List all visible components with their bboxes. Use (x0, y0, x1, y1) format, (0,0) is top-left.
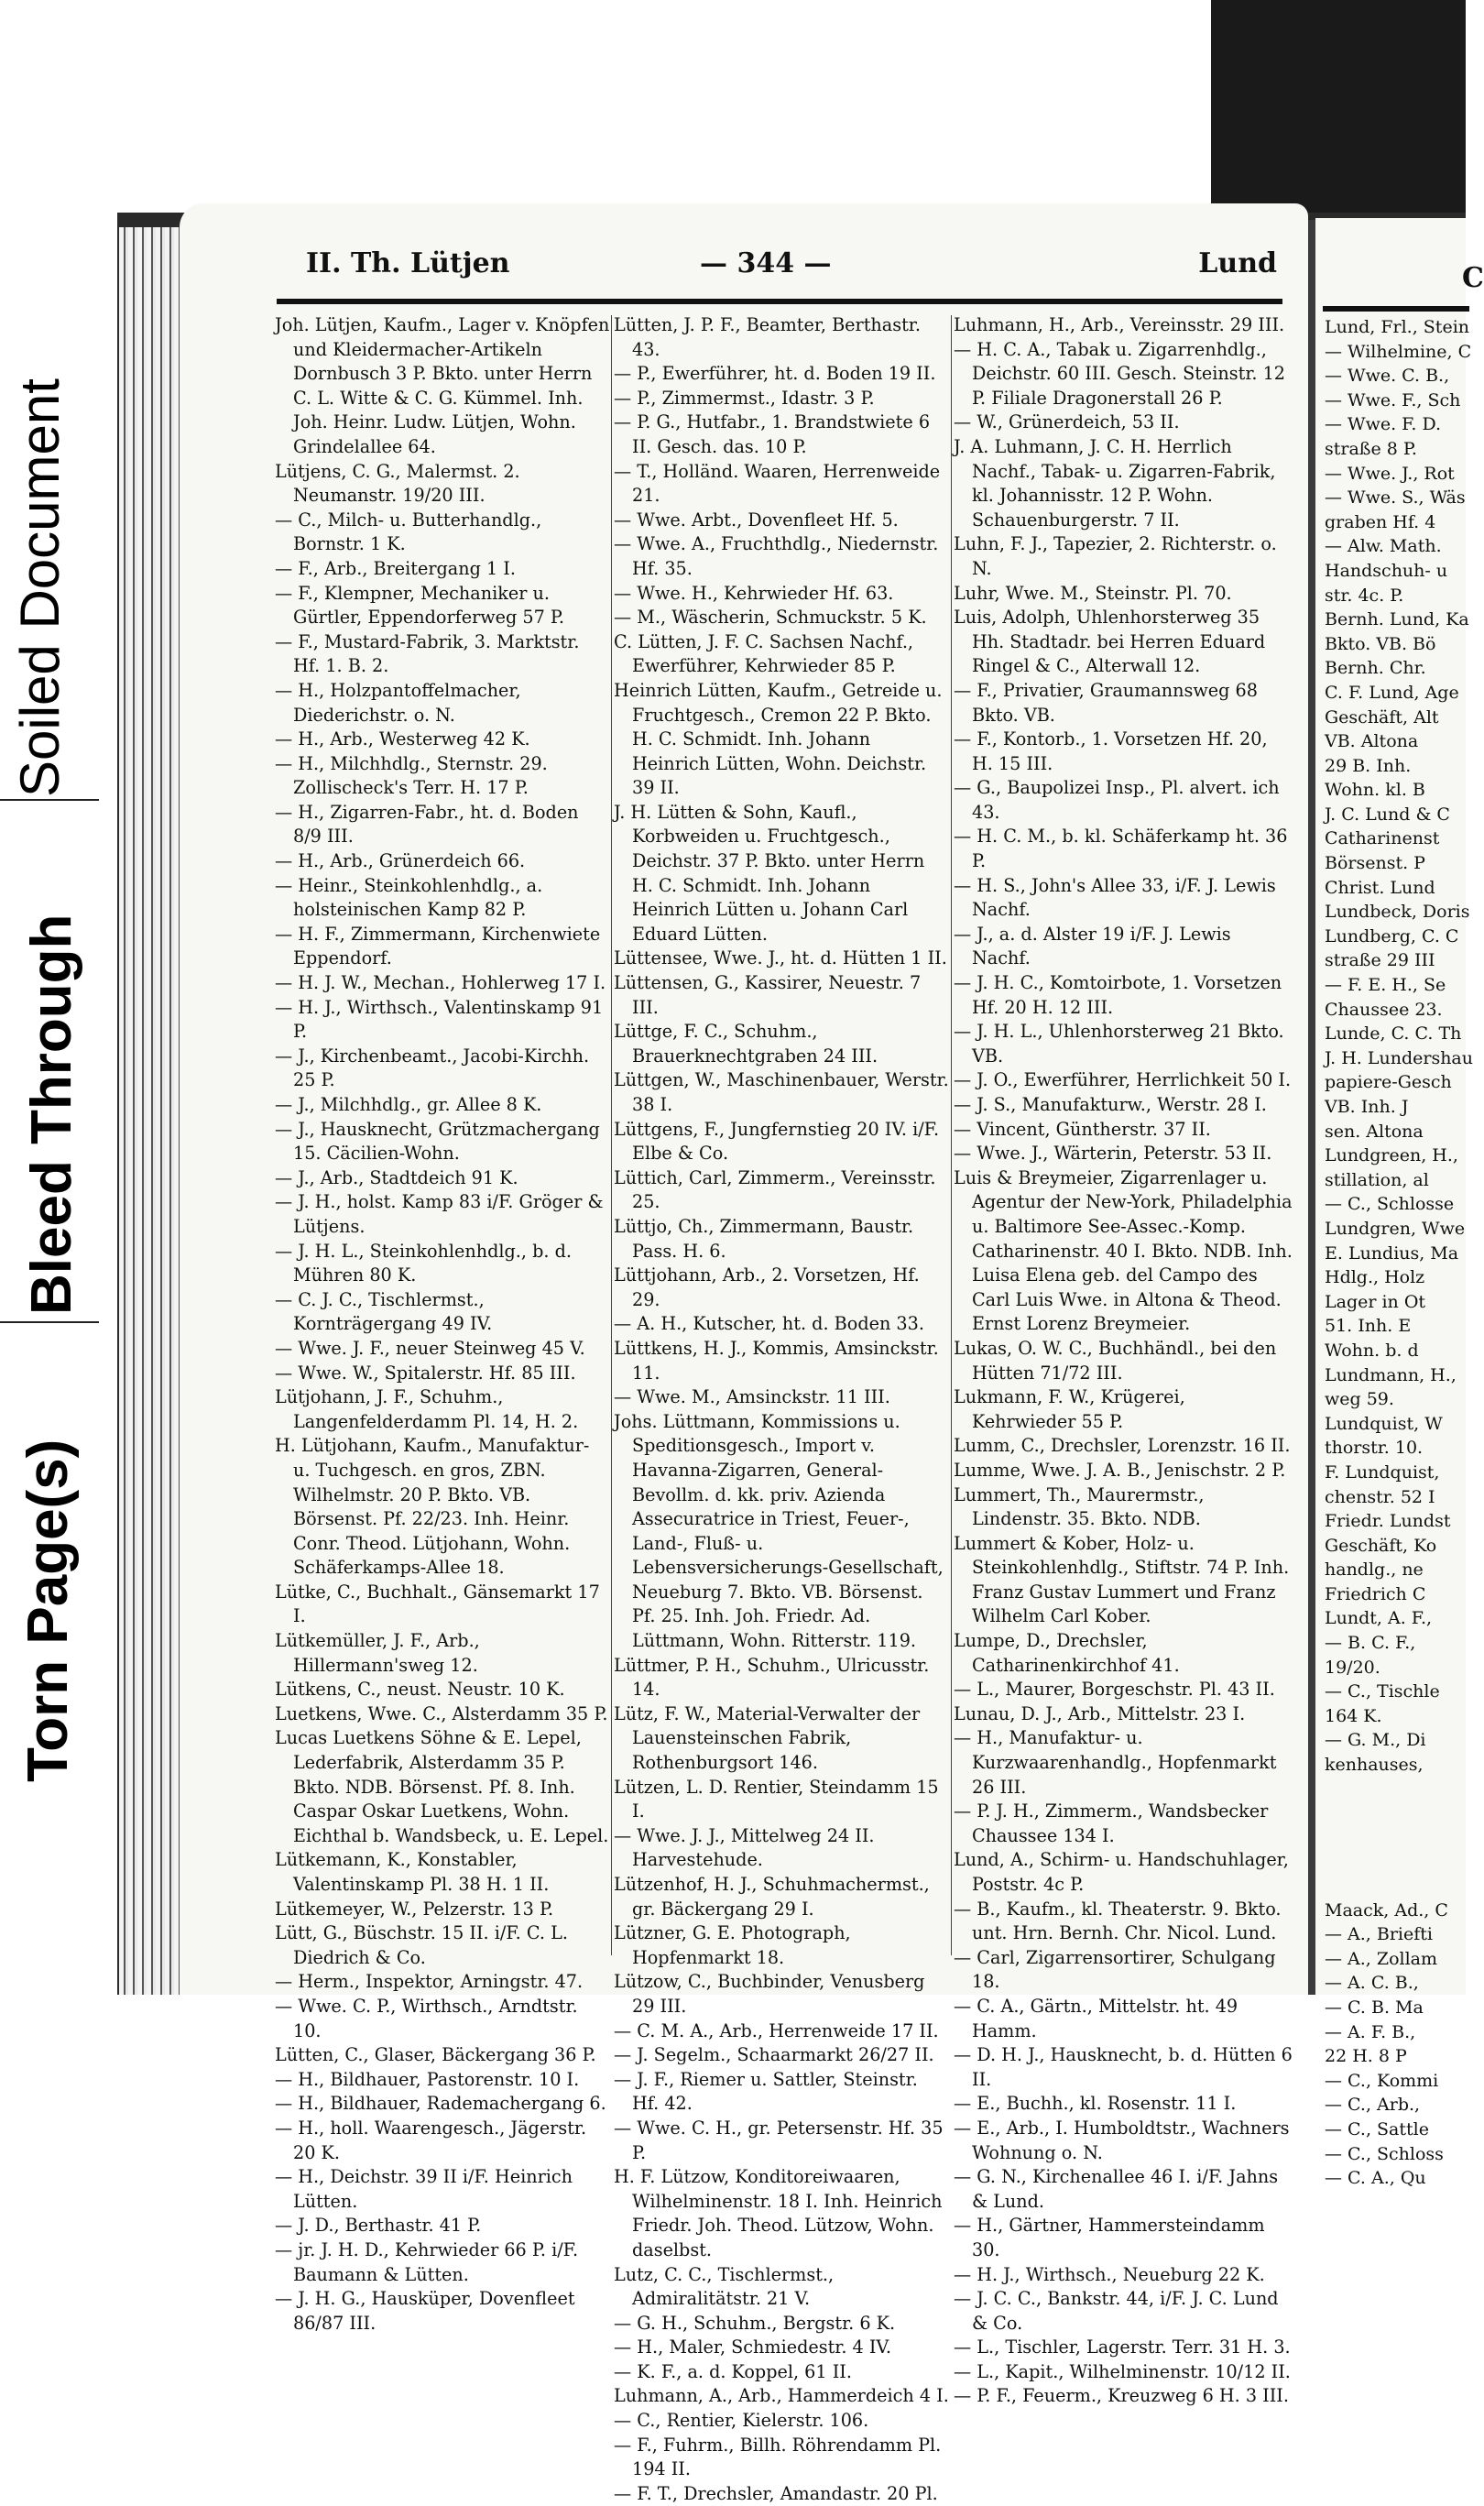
facing-entry-line: — C., Schloss (1325, 2143, 1444, 2164)
directory-entry: Lützner, G. E. Photograph, Hopfenmarkt 18. (614, 1922, 851, 1968)
facing-entry-line: — C., Schlosse (1325, 1194, 1455, 1215)
directory-entry: — W., Grünerdeich, 53 II. (954, 411, 1180, 433)
directory-entry: — F., Klempner, Mechaniker u. Gürtler, Eppendorferweg 57 P. (275, 582, 565, 629)
directory-entry: Lüttmer, P. H., Schuhm., Ulricusstr. 14. (614, 1654, 930, 1701)
label-divider (0, 1321, 99, 1323)
directory-entry: — J., a. d. Alster 19 i/F. J. Lewis Nachf. (954, 923, 1231, 969)
facing-entry-line: Maack, Ad., C (1325, 1899, 1448, 1921)
directory-entry: Lüttkens, H. J., Kommis, Amsinckstr. 11. (614, 1337, 939, 1384)
directory-entry: — J. S., Manufakturw., Werstr. 28 I. (954, 1094, 1267, 1115)
directory-entry: Lütkens, C., neust. Neustr. 10 K. (275, 1679, 565, 1701)
directory-entry: Lüttich, Carl, Zimmerm., Vereinsstr. 25. (614, 1166, 936, 1213)
page-edges (119, 227, 180, 1995)
facing-entry-line: 19/20. (1325, 1657, 1380, 1678)
book-gutter (1308, 220, 1315, 1995)
directory-entry: Lütke, C., Buchhalt., Gänsemarkt 17 I. (275, 1581, 600, 1627)
directory-entry: Luhmann, H., Arb., Vereinsstr. 29 III. (954, 314, 1285, 335)
directory-entry: — D. H. J., Hausknecht, b. d. Hütten 6 II. (954, 2044, 1293, 2090)
facing-entry-line: VB. Inh. J (1325, 1097, 1409, 1117)
directory-entry: — L., Tischler, Lagerstr. Terr. 31 H. 3. (954, 2336, 1291, 2358)
facing-entry-line: graben Hf. 4 (1325, 511, 1436, 532)
directory-entry: — L., Maurer, Borgeschstr. Pl. 43 II. (954, 1679, 1275, 1701)
directory-entry: — M., Wäscherin, Schmuckstr. 5 K. (614, 607, 927, 629)
directory-entry: — Wwe. M., Amsinckstr. 11 III. (614, 1386, 890, 1408)
directory-entry: — J., Arb., Stadtdeich 91 K. (275, 1166, 518, 1188)
directory-entry: — Wwe. C. P., Wirthsch., Arndtstr. 10. (275, 1995, 578, 2041)
directory-entry: — J., Milchhdlg., gr. Allee 8 K. (275, 1094, 542, 1115)
dark-background-block (1211, 0, 1466, 227)
directory-entry: Lüttjohann, Arb., 2. Vorsetzen, Hf. 29. (614, 1264, 920, 1310)
facing-entry-line: stillation, al (1325, 1169, 1429, 1190)
directory-entry: — Wwe. H., Kehrwieder Hf. 63. (614, 582, 894, 604)
facing-entry-line: C. F. Lund, Age (1325, 682, 1459, 703)
facing-entry-line: Christ. Lund (1325, 877, 1435, 898)
facing-entry-line: Friedrich C (1325, 1583, 1426, 1604)
facing-entry-line: — C., Arb., (1325, 2095, 1421, 2116)
torn-pages-label: Torn Page(s) (16, 1439, 80, 1782)
directory-entry: — H., Arb., Grünerdeich 66. (275, 850, 526, 872)
facing-entry-line: J. C. Lund & C (1325, 804, 1450, 825)
directory-entry: — P. G., Hutfabr., 1. Brandstwiete 6 II. Gesch. das. 10 P. (614, 411, 931, 457)
facing-entry-line: Bernh. Lund, Ka (1325, 609, 1469, 630)
directory-entry: — H., Holzpantoffelmacher, Diederichstr. o. N. (275, 679, 521, 726)
facing-entry-line: weg 59. (1325, 1389, 1394, 1410)
label-divider (0, 799, 99, 801)
facing-entry-line: str. 4c. P. (1325, 585, 1404, 606)
facing-entry-line: — G. M., Di (1325, 1730, 1426, 1751)
page-header (306, 247, 1277, 293)
directory-entry: Lucas Luetkens Söhne & E. Lepel, Lederfabrik, Alsterdamm 35 P. Bkto. NDB. Börsenst. Pf. 8. Inh. Caspar Oskar Luetkens, Wohn. Eichthal b. Wandsbeck, u. E. Lepel. (275, 1727, 609, 1846)
directory-entry: C. Lütten, J. F. C. Sachsen Nachf., Ewerführer, Kehrwieder 85 P. (614, 630, 914, 677)
directory-entry: — H. J., Wirthsch., Neueburg 22 K. (954, 2263, 1265, 2285)
directory-entry: H. F. Lützow, Konditoreiwaaren, Wilhelminenstr. 18 I. Inh. Heinrich Friedr. Joh. Theod. Lützow, Wohn. daselbst. (614, 2166, 943, 2260)
facing-header-rule (1323, 306, 1469, 312)
directory-entry: H. Lütjohann, Kaufm., Manufaktur- u. Tuchgesch. en gros, ZBN. Wilhelmstr. 20 P. Bkto. VB. Börsenst. Pf. 22/23. Inh. Heinr. Conr. Theod. Lütjohann, Wohn. Schäferkamps-Allee 18. (275, 1435, 590, 1579)
directory-entry: Luhr, Wwe. M., Steinstr. Pl. 70. (954, 582, 1232, 604)
directory-entry: Lützow, C., Buchbinder, Venusberg 29 III. (614, 1971, 925, 2017)
facing-entry-line: VB. Altona (1325, 731, 1419, 752)
facing-entry-line: Bernh. Chr. (1325, 658, 1426, 679)
facing-entry-line: Chaussee 23. (1325, 999, 1443, 1020)
facing-entry-line: J. H. Lundershau (1325, 1047, 1474, 1068)
directory-entry: Lüttgen, W., Maschinenbauer, Werstr. 38 I. (614, 1069, 949, 1115)
directory-entry: Lützenhof, H. J., Schuhmachermst., gr. Bäckergang 29 I. (614, 1874, 930, 1920)
column-1 (275, 313, 610, 2336)
directory-entry: Joh. Lütjen, Kaufm., Lager v. Knöpfen und Kleidermacher-Artikeln Dornbusch 3 P. Bkto. unter Herrn C. L. Witte & C. G. Kümmel. Inh. Joh. Heinr. Ludw. Lütjen, Wohn. Grindelallee 64. (275, 314, 610, 457)
facing-entry-line: Lundgren, Wwe (1325, 1218, 1466, 1239)
facing-entry-line: — A. C. B., (1325, 1973, 1419, 1994)
directory-entry: — Wwe. Arbt., Dovenfleet Hf. 5. (614, 509, 899, 531)
directory-entry: — C. A., Gärtn., Mittelstr. ht. 49 Hamm. (954, 1995, 1238, 2041)
directory-entry: Luetkens, Wwe. C., Alsterdamm 35 P. (275, 1702, 608, 1724)
facing-entry-line: Catharinenst (1325, 828, 1440, 849)
directory-entry: — Wwe. J. J., Mittelweg 24 II. Harvestehude. (614, 1824, 875, 1871)
facing-entry-line: Lundt, A. F., (1325, 1608, 1433, 1629)
facing-entry-line: Börsenst. P (1325, 853, 1425, 874)
directory-entry: Lütkemann, K., Konstabler, Valentinskamp Pl. 38 H. 1 II. (275, 1849, 550, 1895)
facing-entry-line: Handschuh- u (1325, 560, 1448, 581)
facing-entry-line: straße 29 III (1325, 950, 1435, 971)
facing-entry-line: handlg., ne (1325, 1559, 1424, 1581)
header-section-name: II. Th. Lütjen (306, 247, 510, 279)
directory-entry: Luis, Adolph, Uhlenhorsterweg 35 Hh. Stadtadr. bei Herren Eduard Ringel & C., Alterwall 12. (954, 607, 1266, 677)
column-3 (954, 313, 1293, 2409)
facing-entry-line: sen. Altona (1325, 1121, 1424, 1142)
column-2 (614, 313, 949, 2506)
facing-entry-line: — Wilhelmine, C (1325, 341, 1472, 362)
facing-page (1315, 218, 1484, 2189)
facing-entry-line: E. Lundius, Ma (1325, 1242, 1459, 1264)
directory-entry: Lummert & Kober, Holz- u. Steinkohlenhdlg., Stiftstr. 74 P. Inh. Franz Gustav Lummert und Franz Wilhelm Carl Kober. (954, 1532, 1290, 1627)
directory-entry: Heinrich Lütten, Kaufm., Getreide u. Fruchtgesch., Cremon 22 P. Bkto. H. C. Schmidt. Inh. Johann Heinrich Lütten, Wohn. Deichstr. 39 II. (614, 679, 943, 799)
directory-entry: Lüttensen, G., Kassirer, Neuestr. 7 III. (614, 972, 922, 1018)
facing-entry-line: — Alw. Math. (1325, 536, 1442, 557)
facing-entry-line: Lundbeck, Doris (1325, 902, 1470, 923)
directory-entry: Johs. Lüttmann, Kommissions u. Speditionsgesch., Import v. Havanna-Zigarren, General-Bevollm. d. kk. priv. Azienda Assecuratrice in Triest, Feuer-, Land-, Fluß- u. Lebensversicherungs-Gesellschaft, Neueburg 7. Bkto. VB. Börsenst. Pf. 25. Inh. Joh. Friedr. Ad. Lüttmann, Wohn. Ritterstr. 119. (614, 1410, 944, 1652)
directory-entry: — E., Buchh., kl. Rosenstr. 11 I. (954, 2093, 1237, 2115)
directory-entry: — J. H. C., Komtoirbote, 1. Vorsetzen Hf. 20 H. 12 III. (954, 972, 1282, 1018)
facing-page-header: C (1462, 262, 1484, 294)
directory-entry: — Wwe. J., Wärterin, Peterstr. 53 II. (954, 1143, 1272, 1165)
directory-entry: — F., Mustard-Fabrik, 3. Marktstr. Hf. 1. B. 2. (275, 630, 580, 677)
directory-entry: Lütjohann, J. F., Schuhm., Langenfelderdamm Pl. 14, H. 2. (275, 1386, 579, 1432)
directory-entry: Lütkemüller, J. F., Arb., Hillermann'sweg 12. (275, 1630, 480, 1676)
facing-entry-line: — F. E. H., Se (1325, 975, 1446, 996)
directory-entry: — J. H. L., Steinkohlenhdlg., b. d. Mühren 80 K. (275, 1240, 572, 1286)
facing-entry-line: Wohn. b. d (1325, 1340, 1419, 1361)
facing-entry-line: Geschäft, Ko (1325, 1535, 1437, 1556)
directory-entry: Lütten, J. P. F., Beamter, Berthastr. 43. (614, 314, 921, 360)
facing-entry-line: thorstr. 10. (1325, 1438, 1424, 1459)
facing-entry-line: — A. F. B., (1325, 2021, 1416, 2042)
directory-entry: — F., Arb., Breitergang 1 I. (275, 557, 516, 579)
facing-entry-line: — Wwe. C. B., (1325, 366, 1450, 387)
directory-entry: Lummert, Th., Maurermstr., Lindenstr. 35. Bkto. NDB. (954, 1483, 1205, 1530)
directory-entry: — jr. J. H. D., Kehrwieder 66 P. i/F. Baumann & Lütten. (275, 2238, 579, 2285)
facing-entry-line: 22 H. 8 P (1325, 2046, 1407, 2067)
directory-entry: — G., Baupolizei Insp., Pl. alvert. ich 43. (954, 777, 1280, 823)
directory-entry: Lund, A., Schirm- u. Handschuhlager, Poststr. 4c P. (954, 1849, 1289, 1895)
directory-entry: — J. C. C., Bankstr. 44, i/F. J. C. Lund & Co. (954, 2288, 1279, 2334)
directory-entry: — J., Kirchenbeamt., Jacobi-Kirchh. 25 P. (275, 1045, 590, 1091)
facing-entry-line: straße 8 P. (1325, 438, 1417, 459)
directory-entry: J. A. Luhmann, J. C. H. Herrlich Nachf., Tabak- u. Zigarren-Fabrik, kl. Johannisstr. 12 P. Wohn. Schauenburgerstr. 7 II. (954, 435, 1276, 531)
directory-entry: Lütt, G., Büschstr. 15 II. i/F. C. L. Diedrich & Co. (275, 1922, 568, 1968)
facing-entry-line: Lundmann, H., (1325, 1364, 1457, 1385)
facing-entry-line: — Wwe. F. D. (1325, 414, 1442, 435)
facing-entry-line: Geschäft, Alt (1325, 706, 1439, 728)
directory-entry: Luhn, F. J., Tapezier, 2. Richterstr. o. N. (954, 533, 1277, 579)
directory-entry: Lütz, F. W., Material-Verwalter der Lauensteinschen Fabrik, Rothenburgsort 146. (614, 1702, 921, 1774)
directory-entry: Lüttge, F. C., Schuhm., Brauerknechtgraben 24 III. (614, 1021, 878, 1067)
facing-entry-line: chenstr. 52 I (1325, 1486, 1435, 1507)
facing-entry-line: 51. Inh. E (1325, 1316, 1412, 1337)
directory-entry: — T., Holländ. Waaren, Herrenweide 21. (614, 460, 941, 507)
directory-entry: — Wwe. C. H., gr. Petersenstr. Hf. 35 P. (614, 2117, 944, 2163)
section-gap (1325, 1778, 1462, 1899)
facing-page-column (1325, 315, 1474, 2191)
directory-entry: — H., Maler, Schmiedestr. 4 IV. (614, 2336, 892, 2358)
facing-entry-line: kenhauses, (1325, 1755, 1424, 1776)
directory-entry: Lütkemeyer, W., Pelzerstr. 13 P. (275, 1898, 554, 1920)
directory-entry: — Heinr., Steinkohlenhdlg., a. holsteinischen Kamp 82 P. (275, 874, 543, 921)
directory-entry: — J. H., holst. Kamp 83 i/F. Gröger & Lütjens. (275, 1191, 604, 1237)
directory-entry: — H. J., Wirthsch., Valentinskamp 91 P. (275, 996, 604, 1043)
directory-entry: — C. M. A., Arb., Herrenweide 17 II. (614, 2019, 939, 2041)
facing-entry-line: Lundberg, C. C (1325, 925, 1459, 947)
directory-entry: — H., Gärtner, Hammersteindamm 30. (954, 2215, 1265, 2260)
directory-entry: — G. H., Schuhm., Bergstr. 6 K. (614, 2312, 896, 2334)
directory-entry: — F. T., Drechsler, Amandastr. 20 Pl. (614, 2482, 938, 2504)
facing-entry-line: — B. C. F., (1325, 1633, 1416, 1654)
directory-entry: — J. Segelm., Schaarmarkt 26/27 II. (614, 2044, 934, 2066)
facing-entry-line: Bkto. VB. Bö (1325, 633, 1436, 654)
directory-entry: — J. H. G., Hausküper, Dovenfleet 86/87 III. (275, 2288, 575, 2334)
directory-entry: — H., Zigarren-Fabr., ht. d. Boden 8/9 III. (275, 801, 579, 848)
directory-entry: — Wwe. W., Spitalerstr. Hf. 85 III. (275, 1362, 576, 1384)
facing-entry-line: Lundgreen, H., (1325, 1145, 1458, 1166)
directory-entry: — H. J. W., Mechan., Hohlerweg 17 I. (275, 972, 606, 994)
directory-entry: Lüttgens, F., Jungfernstieg 20 IV. i/F. Elbe & Co. (614, 1118, 940, 1165)
directory-entry: — H., Manufaktur- u. Kurzwaarenhandlg., Hopfenmarkt 26 III. (954, 1727, 1277, 1798)
facing-entry-line: papiere-Gesch (1325, 1072, 1452, 1093)
facing-entry-line: 164 K. (1325, 1705, 1382, 1726)
directory-entry: — H., Deichstr. 39 II i/F. Heinrich Lütten. (275, 2166, 573, 2212)
directory-entry: — E., Arb., I. Humboldtstr., Wachners Wohnung o. N. (954, 2117, 1290, 2163)
directory-entry: Lüttjo, Ch., Zimmermann, Baustr. Pass. H. 6. (614, 1215, 914, 1262)
directory-entry: — H., Milchhdlg., Sternstr. 29. Zollischeck's Terr. H. 17 P. (275, 752, 548, 799)
directory-entry: — J. D., Berthastr. 41 P. (275, 2215, 482, 2237)
directory-entry: — P., Zimmermst., Idastr. 3 P. (614, 387, 875, 409)
directory-entry: Luhmann, A., Arb., Hammerdeich 4 I. (614, 2385, 949, 2407)
facing-entry-line: — C. A., Qu (1325, 2168, 1426, 2189)
directory-entry: — H. F., Zimmermann, Kirchenwiete Eppendorf. (275, 923, 601, 969)
facing-entry-line: Hdlg., Holz (1325, 1267, 1425, 1288)
directory-entry: Lütten, C., Glaser, Bäckergang 36 P. (275, 2044, 596, 2066)
facing-entry-line: Lund, Frl., Stein (1325, 317, 1470, 337)
directory-entry: Lumm, C., Drechsler, Lorenzstr. 16 II. (954, 1435, 1291, 1457)
directory-entry: — J. F., Riemer u. Sattler, Steinstr. Hf. 42. (614, 2068, 918, 2115)
directory-entry: — H. C. M., b. kl. Schäferkamp ht. 36 P. (954, 826, 1288, 872)
facing-entry-line: — A., Zollam (1325, 1948, 1438, 1969)
directory-entry: — K. F., a. d. Koppel, 61 II. (614, 2360, 852, 2382)
facing-entry-line: Friedr. Lundst (1325, 1511, 1451, 1532)
column-divider (951, 315, 952, 1955)
directory-entry: — H., Bildhauer, Rademachergang 6. (275, 2093, 606, 2115)
directory-entry: — C., Milch- u. Butterhandlg., Bornstr. 1 K. (275, 509, 542, 555)
page-number: — 344 — (700, 247, 832, 279)
facing-entry-line: Lundquist, W (1325, 1413, 1443, 1434)
directory-entry: J. H. Lütten & Sohn, Kaufl., Korbweiden u. Fruchtgesch., Deichstr. 37 P. Bkto. unter Herrn H. C. Schmidt. Inh. Johann Heinrich Lütten u. Johann Carl Eduard Lütten. (614, 801, 925, 945)
facing-entry-line: — C., Tischle (1325, 1681, 1440, 1702)
directory-entry: — P., Ewerführer, ht. d. Boden 19 II. (614, 363, 936, 385)
header-rule (277, 299, 1282, 304)
directory-entry: — F., Fuhrm., Billh. Röhrendamm Pl. 194 II. (614, 2434, 942, 2480)
directory-entry: — H. S., John's Allee 33, i/F. J. Lewis Nachf. (954, 874, 1276, 921)
directory-entry: — Wwe. A., Fruchthdlg., Niedernstr. Hf. 35. (614, 533, 939, 579)
directory-entry: — A. H., Kutscher, ht. d. Boden 33. (614, 1313, 924, 1335)
facing-entry-line: Wohn. kl. B (1325, 780, 1425, 801)
directory-entry: Lukmann, F. W., Krügerei, Kehrwieder 55 P. (954, 1386, 1185, 1432)
directory-entry: — F., Privatier, Graumannsweg 68 Bkto. VB. (954, 679, 1258, 726)
bleed-through-label: Bleed Through (20, 914, 83, 1315)
directory-entry: Luis & Breymeier, Zigarrenlager u. Agentur der New-York, Philadelphia u. Baltimore See-Assec.-Komp. Catharinenstr. 40 I. Bkto. NDB. Inh. Luisa Elena geb. del Campo des Carl Luis Wwe. in Altona & Theod. Ernst Lorenz Breymeier. (954, 1166, 1293, 1335)
directory-entry: — B., Kaufm., kl. Theaterstr. 9. Bkto. unt. Hrn. Bernh. Chr. Nicol. Lund. (954, 1898, 1282, 1944)
facing-entry-line: — C. B. Ma (1325, 1997, 1424, 2018)
directory-entry: — H., Arb., Westerweg 42 K. (275, 728, 530, 750)
directory-entry: — L., Kapit., Wilhelminenstr. 10/12 II. (954, 2360, 1291, 2382)
directory-entry: Lumpe, D., Drechsler, Catharinenkirchhof 41. (954, 1630, 1180, 1676)
directory-entry: — C., Rentier, Kielerstr. 106. (614, 2410, 869, 2432)
directory-page (180, 203, 1308, 2504)
facing-entry-line: F. Lundquist, (1325, 1461, 1440, 1483)
facing-entry-line: Lunde, C. C. Th (1325, 1023, 1462, 1045)
directory-entry: — H., holl. Waarengesch., Jägerstr. 20 K. (275, 2117, 587, 2163)
facing-entry-line: — Wwe. F., Sch (1325, 389, 1461, 410)
directory-entry: — H., Bildhauer, Pastorenstr. 10 I. (275, 2068, 580, 2090)
facing-entry-line: 29 B. Inh. (1325, 755, 1412, 776)
directory-entry: Lunau, D. J., Arb., Mittelstr. 23 I. (954, 1702, 1246, 1724)
facing-entry-line: — Wwe. J., Rot (1325, 463, 1455, 484)
soiled-document-label: Soiled Document (9, 378, 71, 797)
directory-entry: Lütjens, C. G., Malermst. 2. Neumanstr. 19/20 III. (275, 460, 520, 507)
directory-entry: — P. F., Feuerm., Kreuzweg 6 H. 3 III. (954, 2385, 1289, 2407)
directory-entry: — J. O., Ewerführer, Herrlichkeit 50 I. (954, 1069, 1292, 1091)
directory-entry: — F., Kontorb., 1. Vorsetzen Hf. 20, H. 15 III. (954, 728, 1268, 774)
directory-entry: — H. C. A., Tabak u. Zigarrenhdlg., Deichstr. 60 III. Gesch. Steinstr. 12 P. Filiale Dragonerstall 26 P. (954, 338, 1286, 409)
directory-entry: — J. H. L., Uhlenhorsterweg 21 Bkto. VB. (954, 1021, 1284, 1067)
directory-entry: Lüttensee, Wwe. J., ht. d. Hütten 1 II. (614, 947, 947, 969)
directory-entry: — Wwe. J. F., neuer Steinweg 45 V. (275, 1337, 585, 1359)
facing-entry-line: — C., Kommi (1325, 2070, 1439, 2091)
column-divider (611, 315, 612, 1955)
facing-entry-line: — Wwe. S., Wäs (1325, 487, 1466, 509)
directory-entry: — Herm., Inspektor, Arningstr. 47. (275, 1971, 584, 1993)
facing-entry-line: — A., Briefti (1325, 1924, 1433, 1945)
directory-entry: — P. J. H., Zimmerm., Wandsbecker Chaussee 134 I. (954, 1800, 1269, 1846)
directory-entry: Lützen, L. D. Rentier, Steindamm 15 I. (614, 1776, 939, 1822)
facing-entry-line: Lager in Ot (1325, 1291, 1426, 1312)
facing-entry-line: — C., Sattle (1325, 2118, 1429, 2139)
directory-entry: Lutz, C. C., Tischlermst., Admiralitätstr. 21 V. (614, 2263, 835, 2310)
directory-entry: Lukas, O. W. C., Buchhändl., bei den Hütten 71/72 III. (954, 1337, 1277, 1384)
directory-entry: — J., Hausknecht, Grützmachergang 15. Cäcilien-Wohn. (275, 1118, 600, 1165)
directory-entry: Lumme, Wwe. J. A. B., Jenischstr. 2 P. (954, 1459, 1286, 1481)
directory-entry: — C. J. C., Tischlermst., Kornträgergang 49 IV. (275, 1288, 493, 1335)
directory-entry: — Vincent, Güntherstr. 37 II. (954, 1118, 1211, 1140)
directory-entry: — G. N., Kirchenallee 46 I. i/F. Jahns & Lund. (954, 2166, 1279, 2212)
header-name-range: Lund (1198, 247, 1277, 279)
directory-entry: — Carl, Zigarrensortirer, Schulgang 18. (954, 1946, 1276, 1993)
